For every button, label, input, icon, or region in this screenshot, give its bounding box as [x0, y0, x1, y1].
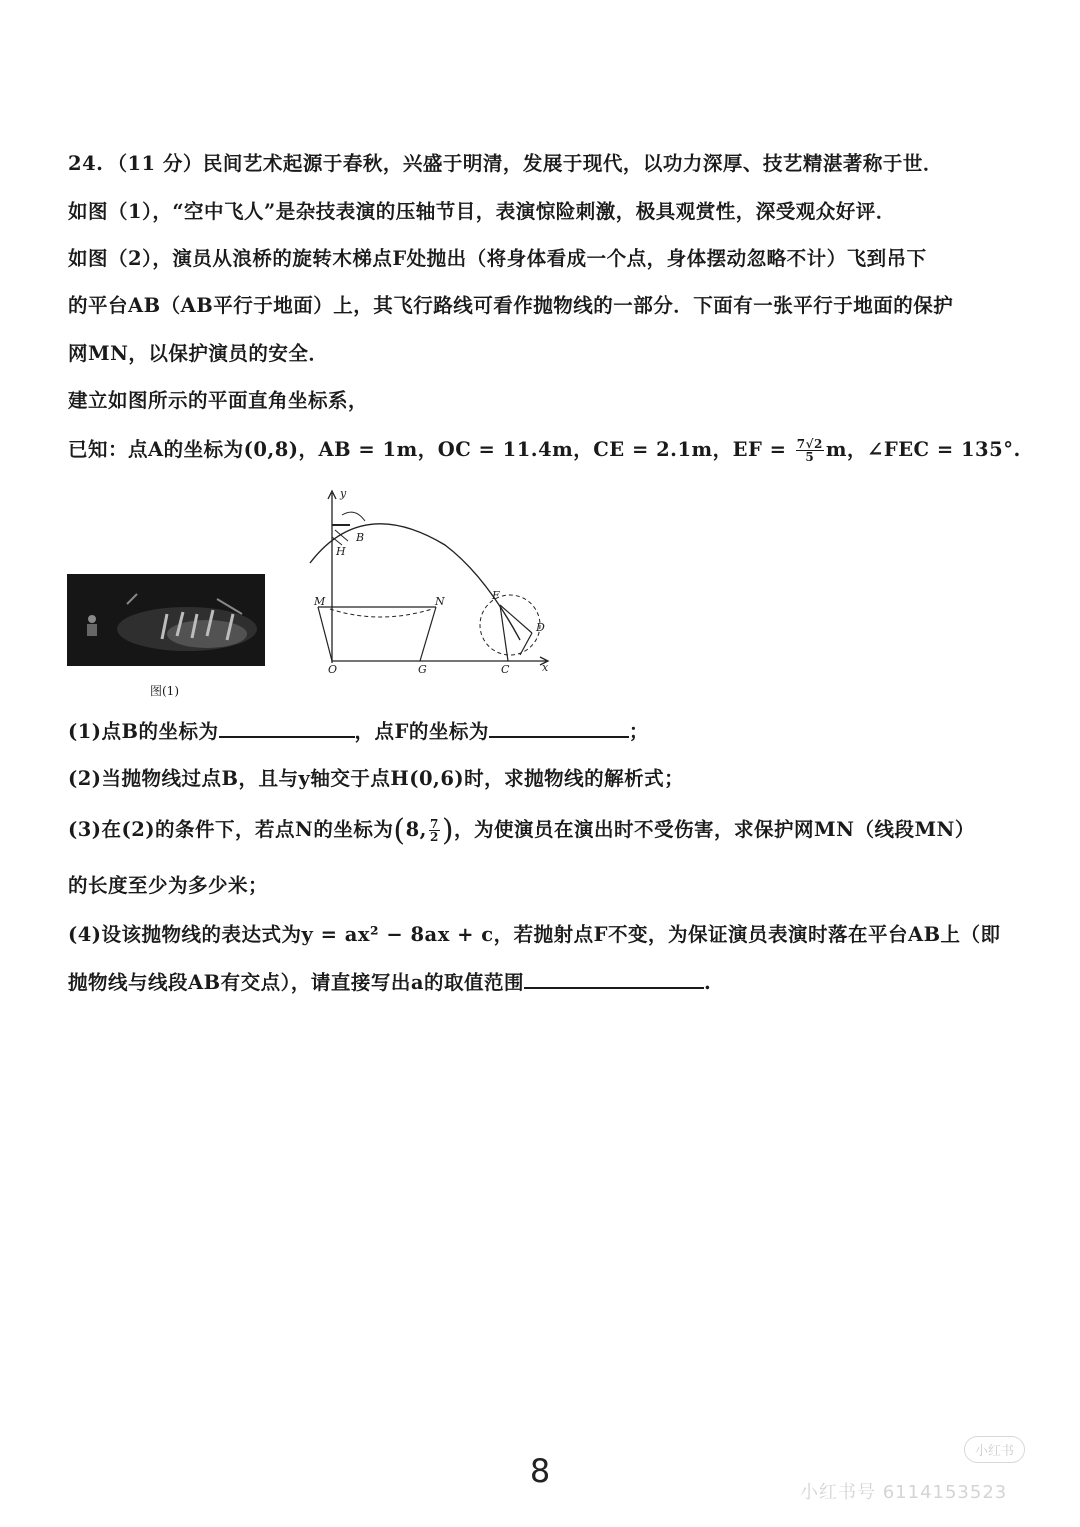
q1-text-b: ，点F的坐标为: [354, 720, 489, 743]
q3-n-numerator: 7: [429, 817, 439, 831]
label-b: B: [356, 531, 365, 544]
page-number: 8: [529, 1452, 551, 1490]
label-c: C: [501, 663, 510, 676]
problem-line-4: 的平台AB（AB平行于地面）上，其飞行路线可看作抛物线的一部分．下面有一张平行于地面的保护: [68, 294, 954, 317]
q3-text-b: ，为使演员在演出时不受伤害，求保护网MN（线段MN）: [454, 818, 975, 841]
problem-intro-1: 民间艺术起源于春秋，兴盛于明清，发展于现代，以功力深厚、技艺精湛著称于世．: [202, 152, 943, 175]
coordinate-diagram: [270, 485, 555, 680]
known-suffix: m，∠FEC = 135°.: [825, 438, 1021, 461]
ef-denominator: 5: [805, 450, 815, 464]
label-g: G: [418, 663, 427, 676]
question-1: [68, 716, 649, 744]
known-conditions: [68, 434, 1021, 463]
question-3-cont: 的长度至少为多少米；: [68, 874, 269, 897]
q3-n-x: 8,: [405, 818, 427, 841]
label-n: N: [435, 595, 445, 608]
q1-answer-blank-f[interactable]: [489, 718, 629, 738]
problem-line-5: 网MN，以保护演员的安全．: [68, 342, 329, 365]
q4-text-b: 抛物线与线段AB有交点），请直接写出a的取值范围: [68, 971, 524, 994]
q1-text-a: (1)点B的坐标为: [68, 720, 219, 743]
ladder-fd: [500, 605, 532, 633]
problem-line-2: 如图（1），“空中飞人”是杂技表演的压轴节目，表演惊险刺激，极具观赏性，深受观众好评．: [68, 200, 896, 223]
problem-line-6: 建立如图所示的平面直角坐标系，: [68, 389, 369, 412]
question-2: (2)当抛物线过点B，且与y轴交于点H(0,6)时，求抛物线的解析式；: [68, 767, 685, 790]
problem-line-1: [68, 148, 943, 176]
photo-caption: 图(1): [150, 684, 179, 698]
q4-answer-blank[interactable]: [524, 969, 704, 989]
swing-circle: [480, 595, 540, 655]
q3-n-denominator: 2: [429, 830, 439, 844]
net-sag: [330, 609, 432, 617]
label-h: H: [336, 545, 346, 558]
ef-fraction: [796, 438, 824, 463]
problem-line-3: 如图（2），演员从浪桥的旋转木梯点F处抛出（将身体看成一个点，身体摆动忽略不计）飞到吊下: [68, 247, 927, 270]
question-4: (4)设该抛物线的表达式为y = ax² − 8ax + c，若抛射点F不变，为保证演员表演时落在平台AB上（即: [68, 923, 1001, 946]
problem-score: （11 分）: [107, 152, 203, 175]
q3-n-fraction: [429, 818, 440, 843]
platform-hanger: [342, 512, 365, 521]
label-f: F: [492, 589, 500, 602]
net-support-right: [420, 607, 436, 661]
label-o: O: [328, 663, 338, 676]
q4-text-c: .: [704, 971, 712, 994]
q1-answer-blank-b[interactable]: [219, 718, 355, 738]
label-y: y: [340, 487, 347, 500]
question-3: (3)在(2)的条件下，若点N的坐标为(8, $\frac{7}{2}$ )，为使演员在演出时不受伤害，求保护网MN（线段MN）: [68, 813, 975, 848]
label-d: D: [536, 621, 545, 634]
question-4-cont: [68, 967, 711, 995]
performance-photo: [67, 574, 265, 666]
q3-text-a: (3)在(2)的条件下，若点N的坐标为: [68, 818, 394, 841]
label-m: M: [314, 595, 326, 608]
watermark-badge: 小红书: [964, 1436, 1025, 1463]
problem-number: 24.: [68, 152, 104, 175]
known-prefix: 已知：点A的坐标为(0,8)，AB = 1m，OC = 11.4m，CE = 2.1m，EF =: [68, 438, 787, 461]
watermark-id: 小红书号 6114153523: [800, 1482, 1008, 1503]
ladder-de: [520, 633, 532, 655]
q1-text-c: ；: [628, 720, 649, 743]
ef-numerator: 7√2: [796, 437, 823, 451]
net-support-left: [318, 607, 332, 661]
flight-parabola: [310, 524, 520, 640]
label-x: x: [542, 661, 549, 674]
